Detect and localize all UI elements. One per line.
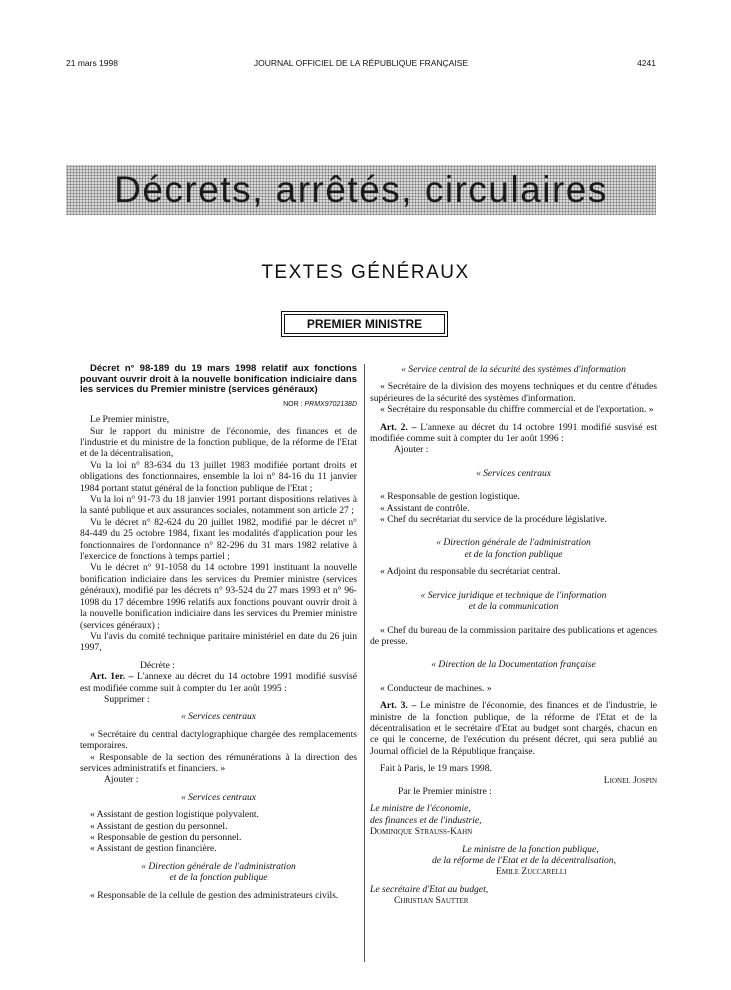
list-item: « Chef du bureau de la commission paritaire des publications et agences de presse. — [370, 624, 657, 647]
sji-heading: et de la communication — [468, 601, 559, 613]
article-1-label: Art. 1er. – — [90, 671, 134, 683]
ministry-label: PREMIER MINISTRE — [284, 314, 445, 334]
visa-paragraph: Vu le décret n° 91-1058 du 14 octobre 1991 instituant la nouvelle bonification indiciaire dans les services du Premier ministre (services généraux), modifié par les décrets n° 93-524 du 27 mars 1993 et n° 96-1098 du 17 décembre 1996 relatifs aux fonctions pouvant ouvrir droit à la nouvelle bonification indiciaire dans les services du Premier ministre (services généraux) ; — [80, 562, 357, 631]
ajouter-line: Ajouter : — [394, 444, 429, 456]
list-item: « Adjoint du responsable du secrétariat central. — [380, 566, 561, 578]
dga-heading: et de la fonction publique — [464, 548, 563, 560]
article-2-text: L'annexe au décret du 14 octobre 1991 modifié susvisé est modifiée comme suit à compter du 1er août 1996 : — [370, 421, 657, 445]
header-page-number: 4241 — [637, 58, 656, 68]
ddf-heading: « Direction de la Documentation française — [431, 659, 596, 671]
list-item: « Secrétaire de la division des moyens techniques et du centre d'études supérieures de la sécurité des systèmes d'information. — [370, 381, 657, 404]
signature-fp: Emile Zuccarelli — [496, 866, 567, 878]
ministry-box — [281, 311, 448, 337]
visa-paragraph: Vu la loi n° 91-73 du 18 janvier 1991 portant dispositions relatives à la santé publique et aux assurances sociales, notamment son article 27 ; — [80, 494, 357, 517]
list-item: « Secrétaire du responsable du chiffre commercial et de l'exportation. » — [380, 404, 654, 416]
signature-pm: Lionel Jospin — [603, 774, 657, 786]
column-divider — [364, 364, 365, 962]
signature-eco: Dominique Strauss-Kahn — [370, 826, 473, 838]
list-item: « Assistant de gestion logistique polyvalent. — [90, 809, 259, 821]
list-item: « Conducteur de machines. » — [380, 682, 492, 694]
list-item: « Assistant de gestion financière. — [90, 843, 217, 855]
list-item: « Chef du secrétariat du service de la procédure législative. — [380, 514, 607, 526]
article-1-text: L'annexe au décret du 14 octobre 1991 modifié susvisé est modifiée comme suit à compter du 1er août 1995 : — [80, 671, 357, 694]
decrete-line: Décrète : — [140, 659, 175, 671]
nor-label: NOR : — [283, 400, 303, 408]
article-2 — [370, 422, 657, 445]
visa-paragraph: Vu le décret n° 82-624 du 20 juillet 1982, modifié par le décret n° 84-449 du 25 octobre 1984, fixant les modalités d'application pour les fonctionnaires de l'ordonnance n° 82-296 du 31 mars 1982 relative à l'exercice de fonctions à temps partiel ; — [80, 516, 357, 563]
list-item: « Responsable de gestion logistique. — [380, 491, 520, 503]
svc-heading: « Services centraux — [475, 467, 552, 479]
minister-eco-title: Le ministre de l'économie, — [370, 803, 471, 815]
nor-value: PRMX9702138D — [304, 400, 357, 408]
decree-title: Décret n° 98-189 du 19 mars 1998 relatif aux fonctions pouvant ouvrir droit à la nouvelle bonification indiciaire dans les services du Premier ministre (services généraux) — [80, 363, 357, 396]
sc-heading: « Service central de la sécurité des systèmes d'information — [401, 364, 626, 375]
list-item: « Secrétaire du central dactylographique chargée des remplacements temporaires. — [80, 728, 357, 752]
minister-eco-title: des finances et de l'industrie, — [370, 814, 482, 826]
supprimer-line: Supprimer : — [104, 693, 150, 705]
left-column — [80, 364, 357, 901]
visa-paragraph: Sur le rapport du ministre de l'économie, des finances et de l'industrie et du ministre de la fonction publique, de la réforme de l'Etat et de la décentralisation, — [80, 425, 357, 460]
minister-fp-title: Le ministre de la fonction publique, — [462, 843, 599, 855]
ajouter-line: Ajouter : — [104, 774, 139, 786]
section-title: TEXTES GÉNÉRAUX — [261, 262, 470, 283]
right-column — [370, 364, 657, 907]
article-3-text: Le ministre de l'économie, des finances et de l'industrie, le ministre de la fonction publique, de la réforme de l'Etat et de la décentralisation et le secrétaire d'Etat au budget sont chargés, chacun en ce qui le concerne, de l'exécution du présent décret, qui sera publié au Journal officiel de la République française. — [370, 700, 657, 757]
dga-heading: « Direction générale de l'administration — [436, 537, 591, 549]
header-date: 21 mars 1998 — [66, 58, 118, 68]
article-3 — [370, 700, 657, 757]
minister-fp-title: de la réforme de l'Etat et de la décentralisation, — [432, 855, 617, 866]
list-item: « Responsable de la cellule de gestion des administrateurs civils. — [90, 889, 339, 901]
nor-reference — [80, 399, 357, 410]
decree-intro: Le Premier ministre, — [90, 414, 170, 426]
list-item: « Responsable de gestion du personnel. — [90, 832, 242, 843]
article-2-label: Art. 2. – — [380, 421, 417, 433]
fait-line: Fait à Paris, le 19 mars 1998. — [380, 763, 492, 775]
banner-title: Décrets, arrêtés, circulaires — [114, 169, 608, 210]
visa-paragraph: Vu la loi n° 83-634 du 13 juillet 1983 modifiée portant droits et obligations des fonctionnaires, ensemble la loi n° 84-16 du 11 janvier 1984 portant statut général de la fonction publique de l'Etat ; — [80, 459, 357, 494]
list-item: « Assistant de gestion du personnel. — [90, 820, 228, 832]
page-header — [66, 58, 656, 72]
par-le-line: Par le Premier ministre : — [398, 785, 492, 797]
add-heading: « Services centraux — [180, 791, 257, 803]
dga-heading: et de la fonction publique — [169, 872, 268, 884]
article-1 — [80, 671, 357, 694]
secretary-budget-title: Le secrétaire d'Etat au budget, — [370, 883, 489, 895]
dga-heading: « Direction générale de l'administration — [141, 860, 296, 872]
supp-heading: « Services centraux — [180, 711, 257, 723]
sji-heading: « Service juridique et technique de l'information — [420, 589, 607, 601]
header-journal-title: JOURNAL OFFICIEL DE LA RÉPUBLIQUE FRANÇAISE — [253, 58, 469, 68]
section-banner — [66, 165, 656, 215]
list-item: « Responsable de la section des rémunérations à la direction des services administratifs et financiers. » — [80, 751, 357, 774]
visa-paragraph: Vu l'avis du comité technique paritaire ministériel en date du 26 juin 1997, — [80, 630, 357, 654]
article-3-label: Art. 3. – — [380, 700, 417, 712]
signature-budget: Christian Sautter — [394, 895, 469, 907]
list-item: « Assistant de contrôle. — [380, 502, 470, 514]
